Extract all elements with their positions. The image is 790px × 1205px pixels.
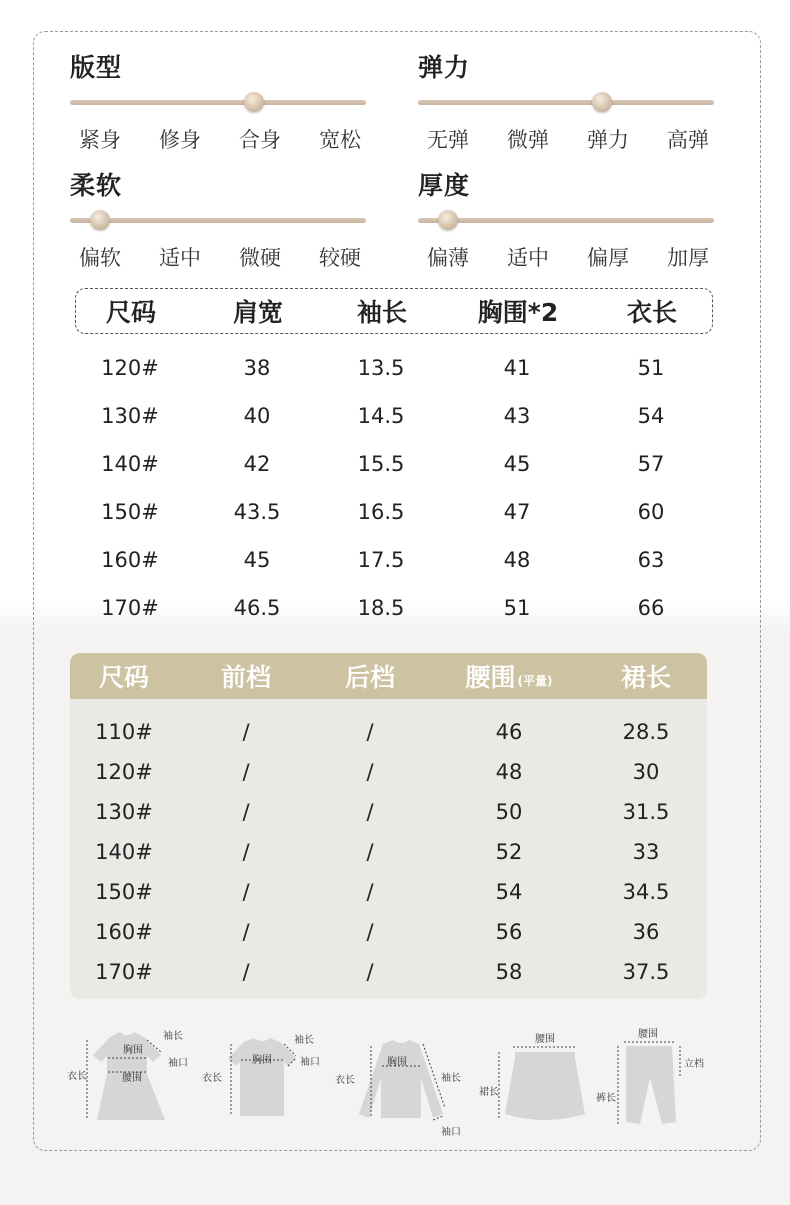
skirt-diagram xyxy=(479,1022,595,1142)
table-cell: / xyxy=(242,880,250,904)
bottom-table-header xyxy=(70,653,707,699)
attr-title: 弹力 xyxy=(418,53,471,82)
table-cell: 33 xyxy=(632,840,660,864)
table-cell: / xyxy=(366,880,374,904)
attr-knob xyxy=(592,92,612,112)
table-row xyxy=(75,488,713,536)
table-cell: 130# xyxy=(101,404,159,428)
table-cell: 43.5 xyxy=(233,500,281,524)
tshirt-diagram xyxy=(200,1022,330,1142)
table-cell: 41 xyxy=(503,356,531,380)
header-cell: 肩宽 xyxy=(232,298,283,327)
attr-option: 微弹 xyxy=(507,128,549,152)
table-cell: 45 xyxy=(243,548,271,572)
table-cell: 16.5 xyxy=(357,500,405,524)
table-cell: / xyxy=(242,960,250,984)
attr-option: 修身 xyxy=(159,128,201,152)
header-cell: 胸围*2 xyxy=(477,298,559,327)
header-cell: 衣长 xyxy=(626,298,677,327)
table-cell: 42 xyxy=(243,452,271,476)
table-row xyxy=(70,872,707,912)
table-row xyxy=(70,792,707,832)
table-cell: 45 xyxy=(503,452,531,476)
table-row xyxy=(70,952,707,992)
label-waist: 腰围 xyxy=(122,1073,142,1084)
label-length: 裙长 xyxy=(479,1087,499,1098)
table-cell: 51 xyxy=(503,596,531,620)
label-length: 衣长 xyxy=(335,1075,355,1086)
header-cell-waist xyxy=(446,653,572,699)
bottom-table xyxy=(70,653,707,999)
table-cell: 140# xyxy=(101,452,159,476)
dress-diagram xyxy=(65,1022,195,1142)
table-cell: / xyxy=(242,840,250,864)
table-cell: 170# xyxy=(101,596,159,620)
attr-option: 偏薄 xyxy=(427,246,469,270)
attr-track xyxy=(418,218,714,223)
label-chest: 胸围 xyxy=(387,1057,407,1068)
measurement-diagrams xyxy=(65,1022,735,1142)
label-waist: 腰围 xyxy=(535,1034,555,1045)
header-cell: 前档 xyxy=(220,663,271,692)
table-cell: / xyxy=(366,760,374,784)
label-length: 衣长 xyxy=(67,1071,87,1082)
table-cell: 150# xyxy=(101,500,159,524)
label-chest: 胸围 xyxy=(252,1055,272,1066)
table-cell: 140# xyxy=(95,840,153,864)
attr-option: 适中 xyxy=(159,246,201,270)
attr-track xyxy=(70,218,366,223)
table-cell: 120# xyxy=(101,356,159,380)
table-row xyxy=(75,536,713,584)
table-cell: / xyxy=(242,920,250,944)
label-cuff: 袖口 xyxy=(168,1058,188,1069)
attr-title: 柔软 xyxy=(70,171,123,200)
label-sleeve: 袖长 xyxy=(294,1035,314,1046)
table-cell: / xyxy=(242,760,250,784)
table-cell: / xyxy=(366,920,374,944)
table-cell: 18.5 xyxy=(357,596,405,620)
attr-knob xyxy=(90,210,110,230)
attr-option: 宽松 xyxy=(319,128,361,152)
table-row xyxy=(75,344,713,392)
attr-knob xyxy=(438,210,458,230)
label-length: 裤长 xyxy=(596,1093,616,1104)
table-cell: / xyxy=(366,960,374,984)
attr-option: 紧身 xyxy=(79,128,121,152)
table-cell: 110# xyxy=(95,720,153,744)
header-cell: 袖长 xyxy=(356,298,407,327)
table-cell: / xyxy=(366,800,374,824)
table-cell: 120# xyxy=(95,760,153,784)
table-cell: 52 xyxy=(495,840,523,864)
table-cell: 63 xyxy=(637,548,665,572)
table-cell: 40 xyxy=(243,404,271,428)
attr-option: 微硬 xyxy=(239,246,281,270)
attr-title: 厚度 xyxy=(418,171,471,200)
table-cell: 60 xyxy=(637,500,665,524)
label-cuff: 袖口 xyxy=(300,1057,320,1068)
table-cell: 36 xyxy=(632,920,660,944)
table-cell: 47 xyxy=(503,500,531,524)
table-cell: 43 xyxy=(503,404,531,428)
table-cell: / xyxy=(366,840,374,864)
table-cell: 17.5 xyxy=(357,548,405,572)
table-cell: 50 xyxy=(495,800,523,824)
table-cell: 15.5 xyxy=(357,452,405,476)
table-row xyxy=(75,584,713,632)
attr-option: 加厚 xyxy=(667,246,709,270)
table-cell: 13.5 xyxy=(357,356,405,380)
table-row xyxy=(75,440,713,488)
attr-option: 合身 xyxy=(239,128,281,152)
attr-option: 偏厚 xyxy=(587,246,629,270)
table-cell: 28.5 xyxy=(622,720,670,744)
attr-option: 偏软 xyxy=(79,246,121,270)
table-cell: 54 xyxy=(495,880,523,904)
table-cell: 54 xyxy=(637,404,665,428)
label-sleeve: 袖长 xyxy=(163,1031,183,1042)
waist-note: (平量) xyxy=(517,673,553,688)
table-cell: 14.5 xyxy=(357,404,405,428)
table-cell: 46.5 xyxy=(233,596,281,620)
label-sleeve: 袖长 xyxy=(441,1073,461,1084)
table-cell: 66 xyxy=(637,596,665,620)
attr-option: 高弹 xyxy=(667,128,709,152)
header-label: 腰围 xyxy=(465,663,516,692)
table-cell: 38 xyxy=(243,356,271,380)
table-cell: 30 xyxy=(632,760,660,784)
table-cell: 160# xyxy=(101,548,159,572)
attr-track xyxy=(418,100,714,105)
label-cuff: 袖口 xyxy=(441,1127,461,1138)
table-cell: 58 xyxy=(495,960,523,984)
attr-track xyxy=(70,100,366,105)
table-row xyxy=(70,832,707,872)
attr-option: 无弹 xyxy=(427,128,469,152)
table-cell: / xyxy=(366,720,374,744)
table-row xyxy=(70,712,707,752)
table-cell: 46 xyxy=(495,720,523,744)
label-chest: 胸围 xyxy=(123,1045,143,1056)
table-cell: 170# xyxy=(95,960,153,984)
pants-icon xyxy=(600,1022,720,1142)
table-row xyxy=(75,392,713,440)
table-cell: 150# xyxy=(95,880,153,904)
attr-option: 适中 xyxy=(507,246,549,270)
pants-diagram xyxy=(596,1022,720,1142)
attr-knob xyxy=(244,92,264,112)
label-waist: 腰围 xyxy=(638,1029,658,1040)
attr-title: 版型 xyxy=(70,53,123,82)
table-cell: 130# xyxy=(95,800,153,824)
table-cell: / xyxy=(242,720,250,744)
attr-option: 弹力 xyxy=(587,128,629,152)
table-cell: 56 xyxy=(495,920,523,944)
attr-option: 较硬 xyxy=(319,246,361,270)
label-rise: 立档 xyxy=(684,1059,704,1070)
table-row xyxy=(70,912,707,952)
header-cell: 尺码 xyxy=(98,663,149,692)
top-table-header xyxy=(75,288,713,334)
table-cell: / xyxy=(242,800,250,824)
table-cell: 31.5 xyxy=(622,800,670,824)
table-cell: 48 xyxy=(503,548,531,572)
header-cell: 尺码 xyxy=(105,298,156,327)
table-row xyxy=(70,752,707,792)
header-cell: 裙长 xyxy=(620,663,671,692)
table-cell: 48 xyxy=(495,760,523,784)
table-cell: 37.5 xyxy=(622,960,670,984)
table-cell: 34.5 xyxy=(622,880,670,904)
label-length: 衣长 xyxy=(202,1073,222,1084)
sweater-diagram xyxy=(333,1022,483,1142)
header-cell: 后档 xyxy=(344,663,395,692)
table-cell: 57 xyxy=(637,452,665,476)
table-cell: 160# xyxy=(95,920,153,944)
table-cell: 51 xyxy=(637,356,665,380)
